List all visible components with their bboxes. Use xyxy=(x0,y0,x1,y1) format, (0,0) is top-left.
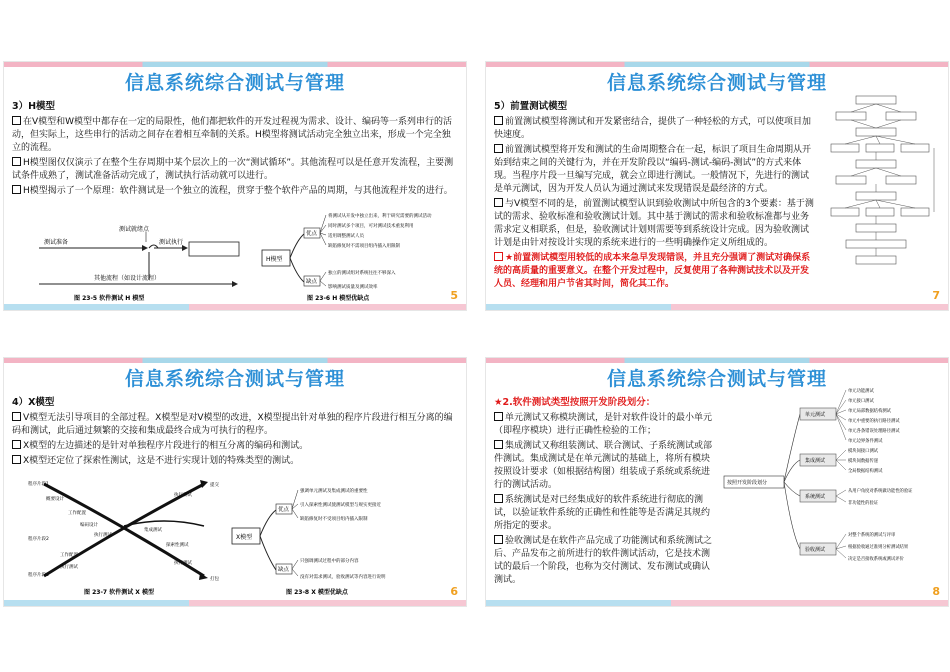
x-model-diagram xyxy=(24,476,224,600)
page-number: 6 xyxy=(450,585,458,598)
section-heading: 5）前置测试模型 xyxy=(494,101,568,112)
pros-label: 优点 xyxy=(278,507,290,513)
cons-label: 缺点 xyxy=(306,279,318,285)
checkbox-bullet-icon xyxy=(494,252,503,261)
page-number: 8 xyxy=(932,585,940,598)
diagram-label: 测试执行 xyxy=(159,239,184,246)
slide-body xyxy=(12,100,458,200)
diagram-label: 提交 xyxy=(210,483,219,488)
pros-item: 缺陷修复时不受项目组内插入限制 xyxy=(300,517,368,522)
branch-label: 单元测试 xyxy=(805,412,826,418)
mindmap-center: H模型 xyxy=(266,256,283,263)
pros-item: 将测试从开发中独立出来，利于研究需要的测试活动 xyxy=(328,214,432,219)
checkbox-bullet-icon xyxy=(12,116,21,125)
slide-body xyxy=(494,100,814,293)
front-test-flowchart xyxy=(826,92,941,272)
bottom-stripe xyxy=(486,304,948,310)
slide-title: 信息系统综合测试与管理 xyxy=(124,72,345,94)
top-stripe xyxy=(4,62,466,67)
paragraph: 系统测试是对已经集成好的软件系统进行彻底的测试，以验证软件系统的正确性和性能等是否满足其规约所指定的要求。 xyxy=(494,495,711,531)
paragraph: H模型揭示了一个原理：软件测试是一个独立的流程，贯穿于整个软件产品的周期，与其他流程并发的进行。 xyxy=(12,185,458,198)
checkbox-bullet-icon xyxy=(12,412,21,421)
paragraph: 集成测试又称组装测试、联合测试、子系统测试或部件测试。集成测试是在单元测试的基础上，将所有模块按照设计要求（如根据结构图）组装成子系统或系统进行的测试活动。 xyxy=(494,441,713,490)
leaf-label: 单元各条错误处理路径测试 xyxy=(848,429,900,434)
branch-label: 验收测试 xyxy=(805,547,826,553)
leaf-label: 决定是否接收系统或测试评价 xyxy=(848,557,904,562)
checkbox-bullet-icon xyxy=(494,494,503,503)
slide-test-types xyxy=(486,358,948,606)
cons-item: 影响测试质量及测试效率 xyxy=(328,285,378,290)
cons-item: 没有对需求测试，验收测试等内容进行说明 xyxy=(300,575,386,580)
figure-caption: 图 23-8 X 模型优缺点 xyxy=(286,589,348,596)
paragraph: 验收测试是在软件产品完成了功能测试和系统测试之后、产品发布之前所进行的软件测试活动，它是技术测试的最后一个阶段，也称为交付测试、发布测试或确认测试。 xyxy=(494,536,713,585)
highlight-paragraph: ★前置测试模型用较低的成本来急早发现错误，并且充分强调了测试对确保系统的高质量的重要意义。在整个开发过程中，反复使用了各种测试技术以及开发人员、经理和用户节省其时间，简化其工作。 xyxy=(494,253,811,289)
section-heading: 3）H模型 xyxy=(12,101,56,112)
checkbox-bullet-icon xyxy=(12,440,21,449)
cons-item: 只强调测试过程中的部分内容 xyxy=(300,559,359,564)
pros-item: 引入探索性测试使测试模型与规实更接近 xyxy=(300,503,381,508)
leaf-label: 非功能性的验证 xyxy=(848,501,879,506)
pros-item: 强调单元测试及集成测试的重要性 xyxy=(300,489,368,494)
page-number: 5 xyxy=(450,289,458,302)
slide-body xyxy=(12,396,458,470)
bottom-stripe xyxy=(486,600,948,606)
cons-label: 缺点 xyxy=(278,567,290,573)
h-model-pros-cons-diagram xyxy=(252,210,442,302)
diagram-label: 测试就绪点 xyxy=(119,226,150,233)
mindmap-root: 按照开发阶段划分 xyxy=(727,480,768,486)
slide-body xyxy=(494,396,716,589)
checkbox-bullet-icon xyxy=(494,535,503,544)
checkbox-bullet-icon xyxy=(494,198,503,207)
leaf-label: 对整个系统的测试与评审 xyxy=(848,533,896,538)
leaf-label: 根据验收通过准则分析测试结果 xyxy=(848,545,909,550)
leaf-label: 单元局部数据结构测试 xyxy=(848,409,891,414)
x-model-pros-cons-diagram xyxy=(226,476,436,600)
checkbox-bullet-icon xyxy=(494,144,503,153)
top-stripe xyxy=(4,358,466,363)
leaf-label: 从用户角度对系统做功能性的验证 xyxy=(848,489,913,494)
branch-label: 集成测试 xyxy=(805,458,826,464)
diagram-label: 测试准备 xyxy=(44,239,69,246)
top-stripe xyxy=(486,62,948,67)
slide-title: 信息系统综合测试与管理 xyxy=(124,368,345,390)
diagram-label: 工作配置 xyxy=(60,553,78,558)
diagram-label: 其他流程（如设计流程） xyxy=(94,275,161,282)
diagram-label: 探索性测试 xyxy=(166,543,189,548)
diagram-label: 打包 xyxy=(210,577,219,582)
h-model-flow-diagram xyxy=(34,222,244,302)
paragraph: 前置测试模型将开发和测试的生命周期整合在一起，标识了项目生命周期从开始到结束之间的关键行为，并在开发阶段以“编码-测试-编码-测试”的方式来体现。当程序片段一旦编写完成，就会立即进行测试。一般情况下，先进行的测试是单元测试，因为开发人员认为通过测试来发现错误是最经济的方式。 xyxy=(494,145,812,194)
paragraph: H模型图仅仅演示了在整个生存周期中某个层次上的一次“测试循环”。其他流程可以是任意开发流程，主要测试条件成熟了，测试准备活动完成了，测试执行活动就可以进行。 xyxy=(12,158,454,181)
diagram-label: 执行测试 xyxy=(60,565,78,570)
section-heading: ★2.软件测试类型按照开发阶段划分： xyxy=(494,397,656,408)
slide-title: 信息系统综合测试与管理 xyxy=(606,368,827,390)
paragraph: X模型的左边描述的是针对单独程序片段进行的相互分离的编码和测试。 xyxy=(12,440,458,453)
branch-label: 系统测试 xyxy=(805,494,826,500)
leaf-label: 单元接口测试 xyxy=(848,399,874,404)
figure-caption: 图 23-7 软件测试 X 模型 xyxy=(84,589,154,596)
paragraph: X模型还定位了探索性测试，这是不进行实现计划的特殊类型的测试。 xyxy=(12,455,458,468)
checkbox-bullet-icon xyxy=(494,412,503,421)
checkbox-bullet-icon xyxy=(12,185,21,194)
diagram-label: 执行测试 xyxy=(94,533,112,538)
diagram-label: 集成测试 xyxy=(144,528,162,533)
slide-title: 信息系统综合测试与管理 xyxy=(606,72,827,94)
diagram-label: 编码设计 xyxy=(80,523,98,528)
paragraph: 单元测试又称模块测试，是针对软件设计的最小单元（即程序模块）进行正确性检验的工作； xyxy=(494,413,713,436)
leaf-label: 模块间数据传递 xyxy=(848,459,879,464)
bottom-stripe xyxy=(4,304,466,310)
checkbox-bullet-icon xyxy=(494,116,503,125)
diagram-label: 程序片段2 xyxy=(28,537,49,542)
slide-x-model xyxy=(4,358,466,606)
diagram-label: 程序片段3 xyxy=(28,573,49,578)
leaf-label: 全局数据结构测试 xyxy=(848,469,883,474)
slide-front-test-model xyxy=(486,62,948,310)
section-heading: 4）X模型 xyxy=(12,397,55,408)
figure-caption: 图 23-5 软件测试 H 模型 xyxy=(74,295,145,302)
diagram-label: 执行测试 xyxy=(174,561,192,566)
diagram-label: 工作配置 xyxy=(68,511,86,516)
leaf-label: 单元中重要的执行路径测试 xyxy=(848,419,900,424)
figure-caption: 图 23-6 H 模型优缺点 xyxy=(307,295,370,302)
bottom-stripe xyxy=(4,600,466,606)
paragraph: V模型无法引导项目的全部过程。X模型是对V模型的改进，X模型提出针对单独的程序片段进行相互分离的编码和测试，此后通过频繁的交接和集成最终合成为可执行的程序。 xyxy=(12,413,453,436)
page-number: 7 xyxy=(932,289,940,302)
pros-item: 适用调整测试人员 xyxy=(328,234,364,239)
test-types-mindmap xyxy=(722,384,944,594)
diagram-label: 概要设计 xyxy=(46,497,64,502)
pros-label: 优点 xyxy=(306,231,318,237)
paragraph: 与V模型不同的是，前置测试模型认识到验收测试中所包含的3个要素：基于测试的需求、验收标准和验收测试计划。其中基于测试的需求和验收标准都与业务需求定义相联系，但是，验收测试计划则需要等到系统设计完成。因为验收测试计划是由针对按设计实现的系统来进行的一些明确操作定义所组成的。 xyxy=(494,199,814,248)
pros-item: 同时测试多个项目，可对测试技术重复利用 xyxy=(328,224,414,229)
paragraph: 在V模型和W模型中都存在一定的局限性，他们都把软件的开发过程视为需求、设计、编码等一系列串行的活动，但实际上，这些串行的活动之间存在着相互牵制的关系。H模型将测试活动完全独立出来，形成一个完全独立的流程。 xyxy=(12,117,453,153)
cons-item: 独立的测试组对系统往往不够深入 xyxy=(328,271,396,276)
leaf-label: 单元边界条件测试 xyxy=(848,439,883,444)
leaf-label: 模块间接口测试 xyxy=(848,449,879,454)
diagram-label: 程序片段1 xyxy=(28,482,49,487)
paragraph: 前置测试模型将测试和开发紧密结合，提供了一种轻松的方式，可以使项目加快速度。 xyxy=(494,117,812,140)
top-stripe xyxy=(486,358,948,363)
checkbox-bullet-icon xyxy=(12,455,21,464)
slide-h-model xyxy=(4,62,466,310)
checkbox-bullet-icon xyxy=(494,440,503,449)
checkbox-bullet-icon xyxy=(12,157,21,166)
pros-item: 缺陷修复时不需项目组内插入用限制 xyxy=(328,244,400,249)
mindmap-center: X模型 xyxy=(236,534,253,541)
diagram-label: 执行测试 xyxy=(174,493,192,498)
leaf-label: 单元功能测试 xyxy=(848,389,874,394)
